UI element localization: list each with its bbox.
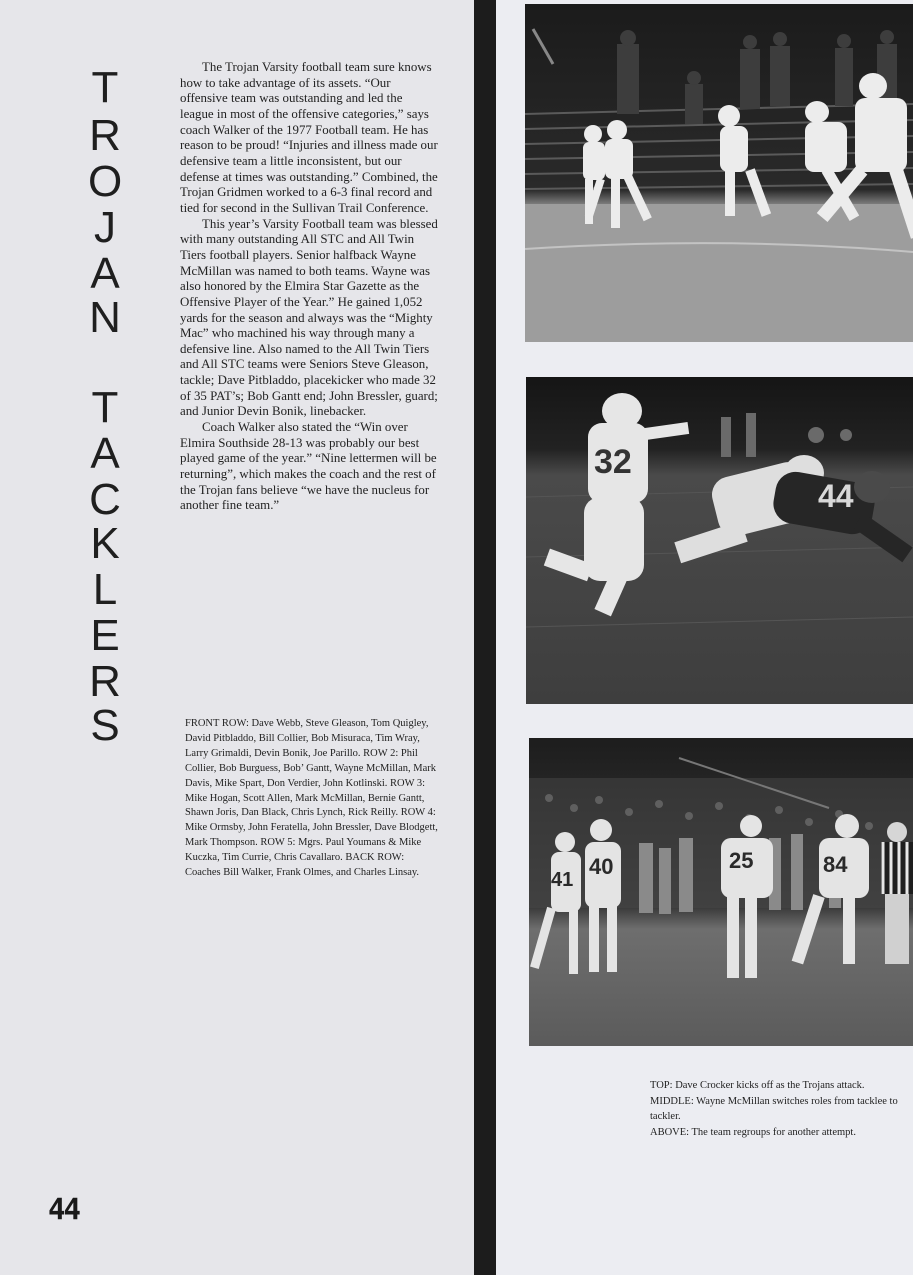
jersey-number: 44 [818,478,854,514]
caption-above: ABOVE: The team regroups for another attempt. [650,1126,856,1138]
jersey-number: 84 [823,852,848,877]
photo-captions [650,1078,906,1140]
page-gutter [474,0,496,1275]
article-paragraph: This year’s Varsity Football team was blessed with many outstanding All STC and All Twin Tiers football players. Senior halfback Wayne McMillan was named to both teams. Wayne was also honored by the Elmira Star Gazette as the Offensive Player of the Year.” He gained 1,052 yards for the season and always was the “Mighty Mac” who machined his way through many a defensive line. Also named to the All Twin Tiers and All STC teams were Seniors Steve Gleason, tackle; Dave Pitbladdo, placekicker who made 32 of 35 PAT’s; Bob Gantt end; John Bressler, guard; and Junior Devin Bonik, linebacker. [180,216,438,419]
title-letter: R [89,111,121,160]
page-number: 44 [48,1192,79,1226]
title-letter: N [89,293,121,342]
jersey-number: 41 [551,869,574,891]
title-letter: K [90,519,120,568]
title-letter: T [91,63,119,112]
jersey-number: 40 [589,854,614,879]
title-letter: A [90,249,120,298]
title-letter: J [94,203,116,252]
photo-regroup [529,738,913,1046]
roster-caption: FRONT ROW: Dave Webb, Steve Gleason, Tom Quigley, David Pitbladdo, Bill Collier, Bob Misuraca, Tim Wray, Larry Grimaldi, Devin Bonik, Joe Parillo. ROW 2: Phil Collier, Bob Burguess, Bob’ Gantt, Wayne McMillan, Mark Davis, Mike Spart, Don Verdier, John Kotlinski. ROW 3: Mike Hogan, Scott Allen, Mark McMillan, Bernie Gantt, Shawn Joris, Dan Black, Chris Lynch, Rick Reilly. ROW 4: Mike Ormsby, John Feratella, John Bressler, Dave Blodgett, Mark Thompson. ROW 5: Mgrs. Paul Youmans & Mike Kuczka, Tim Currie, Chris Cavallaro. BACK ROW: Coaches Bill Walker, Frank Olmes, and Charles Linsay. [185,718,438,879]
photo-tackle [526,377,913,704]
title-letter: A [90,429,120,478]
title-letter: L [92,565,118,614]
article-paragraph: The Trojan Varsity football team sure knows how to take advantage of its assets. “Our offensive team was outstanding and led the league in most of the offensive categories,” says coach Walker of the 1977 Football team. He has reason to be proud! “Injuries and illness made our defensive team a little inconsistent, but our defense at times was outstanding.” Combined, the Trojan Gridmen worked to a 6-3 final record and tied for second in the Sullivan Trail Conference. [180,60,438,215]
title-letter: T [91,383,119,432]
caption-middle: MIDDLE: Wayne McMillan switches roles from tacklee to tackler. [650,1095,898,1123]
photo-kickoff [525,4,913,342]
jersey-number: 32 [594,443,632,481]
title-letter: E [90,611,120,660]
jersey-number: 25 [729,848,754,873]
title-letter: S [90,701,120,750]
article-paragraph: Coach Walker also stated the “Win over Elmira Southside 28-13 was probably our best played game of the year.” “Nine lettermen will be returning”, which makes the coach and the rest of the Trojan fans believe “we have the nucleus for another fine team.” [180,420,437,513]
caption-top: TOP: Dave Crocker kicks off as the Trojans attack. [650,1080,865,1091]
title-letter: O [88,157,123,206]
title-letter: C [89,475,121,524]
article-body [180,60,438,514]
title-letter: R [89,657,121,706]
